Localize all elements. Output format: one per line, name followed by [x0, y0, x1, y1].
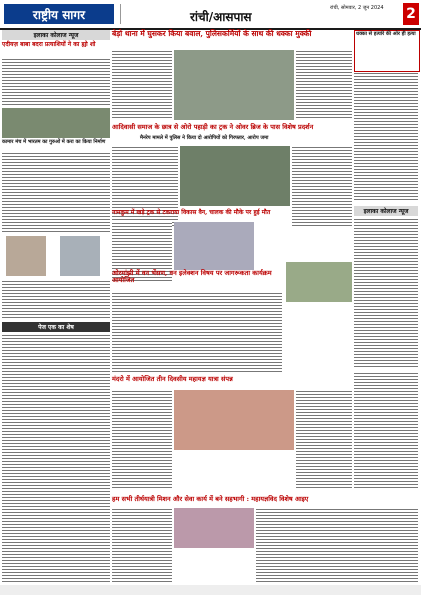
article-text	[2, 280, 110, 320]
portrait-photo	[6, 236, 46, 276]
article-text	[292, 146, 352, 226]
page-number: 2	[403, 3, 419, 25]
article-text	[354, 218, 418, 368]
article-text	[296, 50, 352, 120]
article-text	[112, 508, 172, 582]
article-photo	[174, 222, 254, 270]
dateline: रांची, सोमवार, 2 जून 2024	[330, 5, 384, 11]
section-label: पेज एक का शेष	[2, 322, 110, 332]
article-photo	[174, 50, 294, 120]
article-photo	[174, 390, 294, 450]
article-photo	[180, 146, 290, 206]
boxed-story	[354, 30, 420, 72]
headline-right-top: धक्का से हत्यांरे की ओर ही हत्या	[356, 31, 416, 37]
headline-left-mid: कामार मंच में भारतम का गुरुओं में करा का किया निर्माण	[2, 139, 106, 145]
headline-second: आदिवासी समाज के छात्र से ओरो पहाड़ी का ट्रक ने ओवर ब्रिज के पास विशेष प्रदर्शन	[112, 123, 314, 131]
ad-box	[120, 4, 187, 24]
masthead	[0, 0, 421, 30]
article-text	[112, 50, 172, 120]
article-text	[112, 292, 282, 372]
section-label: इलाका कोलाज न्यूज	[354, 206, 418, 216]
footer	[0, 585, 421, 595]
headline-sixth: हम सभी तीर्थयात्री मिशन और सेवा कार्य में बने सहभागी : महायज्ञविद विशेष आइए	[112, 495, 309, 503]
article-text	[2, 152, 110, 232]
article-photo	[2, 108, 110, 138]
article-text	[112, 390, 172, 490]
headline-main: बेड़ो थाना में घुसकर किया बवाल, पुलिसकर्मियों के साथ की धक्का मुक्की	[112, 29, 312, 38]
article-text	[296, 390, 352, 490]
newspaper-logo: राष्ट्रीय सागर	[4, 4, 114, 24]
headline-third: नामकुम में खड़े ट्रक से टकराया विकास वैन, चालक की मौके पर हुई मौत	[112, 209, 271, 216]
article-photo	[286, 262, 352, 302]
article-text	[2, 58, 110, 106]
headline-fourth: ओरमांझी में वन भेंसण, वन इलेक्शन विषय पर जागरूकता कार्यक्रम आयोजित	[112, 269, 272, 285]
subheadline: मैनरेप मामले में पुलिस ने किया दो आरोपियों को गिरफ्तार, आरोप जमा	[140, 135, 269, 141]
section-title: रांची/आसपास	[190, 10, 252, 24]
section-label: इलाका कोलाज न्यूज	[2, 30, 110, 40]
headline-left-top: एदीयज़ बाबा बदरा प्रत्याशियों ने का ह्यो शो	[2, 41, 96, 48]
continued-text	[2, 334, 110, 582]
article-text	[354, 372, 418, 490]
article-photo	[174, 508, 254, 548]
headline-fifth: मंदरो में आयोजित तीन दिवसीय महायज्ञ यात्रा संपन्न	[112, 375, 233, 383]
portrait-photo	[60, 236, 100, 276]
article-text	[256, 508, 418, 582]
